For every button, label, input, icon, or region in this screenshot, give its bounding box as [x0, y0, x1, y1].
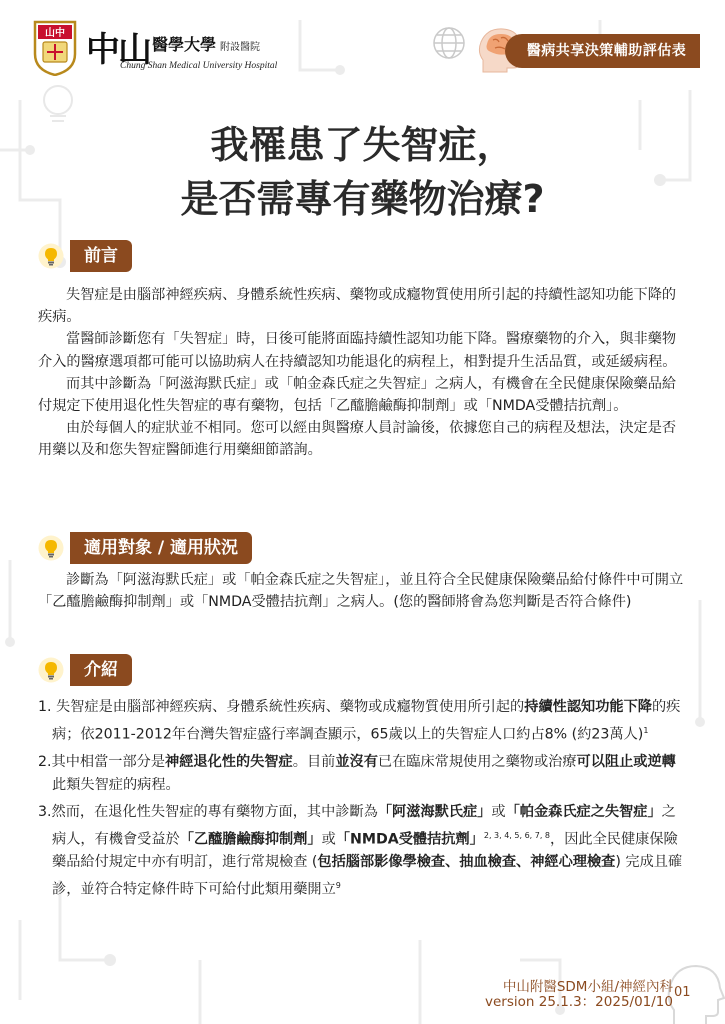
logo-sub-small: 附設醫院 — [220, 42, 261, 53]
intro-p2: 當醫師診斷您有「失智症」時，日後可能將面臨持續性認知功能下降。醫療藥物的介入，與非藥物介入的醫療選項都可能可以協助病人在持續認知功能退化的病程上，相對提升生活品質，或延緩病程。 — [38, 331, 677, 370]
logo-sub-main: 醫學大學 — [152, 35, 217, 54]
globe-icon — [432, 26, 466, 60]
about-list — [38, 696, 690, 906]
title-line-1: 我罹患了失智症， — [210, 123, 515, 167]
intro-p3: 而其中診斷為「阿滋海默氏症」或「帕金森氏症之失智症」之病人，有機會在全民健康保險藥品給付規定下使用退化性失智症的專有藥物，包括「乙醯膽鹼酶抑制劑」或「NMDA受體拮抗劑」。 — [38, 375, 677, 415]
section-header-intro — [38, 240, 132, 272]
title-line-2: 是否需專有藥物治療? — [180, 177, 545, 221]
header-tag: 醫病共享決策輔助評估表 — [505, 34, 700, 68]
lightbulb-icon — [38, 535, 64, 561]
section-heading-about: 介紹 — [70, 654, 132, 686]
list-item: 1. 失智症是由腦部神經疾病、身體系統性疾病、藥物或成癮物質使用所引起的持續性認知功能下降的疾病；依2011-2012年台灣失智症盛行率調查顯示，65歲以上的失智症人口約占8% (約23萬人)$^1$ — [38, 699, 681, 743]
list-item: 2.其中相當一部分是神經退化性的失智症。目前並沒有已在臨床常規使用之藥物或治療可以阻止或逆轉此類失智症的病程。 — [38, 753, 676, 793]
section-heading-target: 適用對象 / 適用狀況 — [70, 532, 252, 564]
logo-subtitle — [152, 32, 260, 55]
section-header-target — [38, 532, 252, 564]
intro-p1: 失智症是由腦部神經疾病、身體系統性疾病、藥物或成癮物質使用所引起的持續性認知功能下降的疾病。 — [38, 287, 677, 326]
page-number: 01 — [674, 985, 691, 1000]
target-p1: 診斷為「阿滋海默氏症」或「帕金森氏症之失智症」，並且符合全民健康保險藥品給付條件中可開立「乙醯膽鹼酶抑制劑」或「NMDA受體拮抗劑」之病人。(您的醫師將會為您判斷是否符合條件) — [38, 572, 684, 611]
logo-english-name: Chung Shan Medical University Hospital — [120, 61, 278, 71]
list-item: 3.然而，在退化性失智症的專有藥物方面，其中診斷為「阿滋海默氏症」或「帕金森氏症之失智症」之病人，有機會受益於「乙醯膽鹼酶抑制劑」或「NMDA受體拮抗劑」$^{2, 3, 4, 5, 6, 7, 8}$，因此全民健康保險藥品給付規定中亦有明訂，進行常規檢查 (包括腦部影像學檢查、抽血檢查、神經心理檢查) 完成且確診，並符合特定條件時下可給付此類用藥開立$^9$ — [38, 803, 683, 899]
lightbulb-icon — [38, 657, 64, 683]
intro-paragraphs — [38, 284, 690, 462]
footer-line-1: 中山附醫SDM小組/神經內科 — [502, 979, 673, 995]
logo-badge-text: 山中 — [45, 28, 65, 39]
page-title — [0, 118, 725, 226]
intro-p4: 由於每個人的症狀並不相同。您可以經由與醫療人員討論後，依據您自己的病程及想法，決定是否用藥以及和您失智症醫師進行用藥細節諮詢。 — [38, 420, 677, 459]
target-paragraph — [38, 569, 690, 613]
footer-version: version 25.1.3：2025/01/10 — [485, 994, 673, 1010]
lightbulb-icon — [38, 243, 64, 269]
section-header-about — [38, 654, 132, 686]
section-heading-intro: 前言 — [70, 240, 132, 272]
logo-wordmark: 中山 — [86, 30, 150, 70]
footer-credit — [485, 980, 673, 1010]
hospital-logo-badge — [31, 20, 79, 76]
